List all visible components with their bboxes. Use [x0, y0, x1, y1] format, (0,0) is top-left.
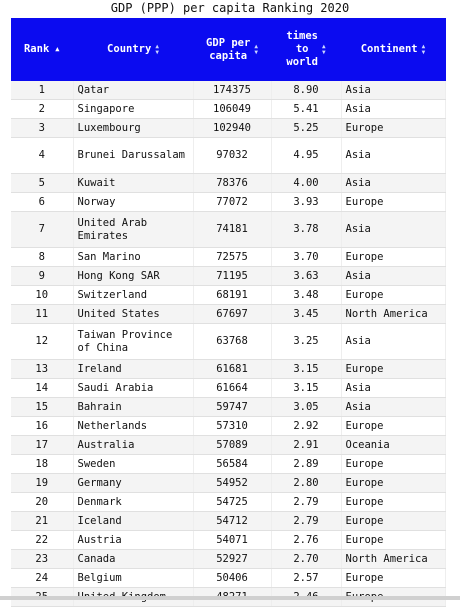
table-body — [11, 81, 445, 607]
times-cell: 5.41 — [271, 100, 341, 119]
sort-arrows-icon[interactable]: ▲ ▼ — [421, 42, 426, 56]
times-cell: 3.78 — [271, 212, 341, 248]
header-row — [11, 18, 445, 81]
times-cell: 3.48 — [271, 286, 341, 305]
continent-cell: Asia — [341, 398, 445, 417]
times-cell: 3.63 — [271, 267, 341, 286]
times-cell: 3.15 — [271, 379, 341, 398]
country-cell: Iceland — [73, 512, 193, 531]
ranking-table — [11, 18, 446, 607]
rank-cell: 16 — [11, 417, 73, 436]
rank-cell: 6 — [11, 193, 73, 212]
times-cell: 2.57 — [271, 569, 341, 588]
rank-cell: 23 — [11, 550, 73, 569]
table-row — [11, 248, 445, 267]
table-row — [11, 119, 445, 138]
country-cell: Saudi Arabia — [73, 379, 193, 398]
table-row — [11, 512, 445, 531]
rank-cell: 1 — [11, 81, 73, 100]
gdp-cell: 56584 — [193, 455, 271, 474]
table-row — [11, 417, 445, 436]
table-row — [11, 305, 445, 324]
gdp-cell: 59747 — [193, 398, 271, 417]
times-cell: 3.05 — [271, 398, 341, 417]
country-cell: Bahrain — [73, 398, 193, 417]
column-header-label: GDP per capita — [206, 36, 251, 62]
table-row — [11, 212, 445, 248]
continent-cell: Asia — [341, 138, 445, 174]
continent-cell: Europe — [341, 493, 445, 512]
country-cell: San Marino — [73, 248, 193, 267]
continent-cell: Asia — [341, 267, 445, 286]
times-cell: 2.79 — [271, 493, 341, 512]
continent-cell: Europe — [341, 531, 445, 550]
table-row — [11, 531, 445, 550]
rank-cell: 7 — [11, 212, 73, 248]
table-row — [11, 379, 445, 398]
rank-cell: 22 — [11, 531, 73, 550]
table-row — [11, 286, 445, 305]
country-cell: Ireland — [73, 360, 193, 379]
table-row — [11, 174, 445, 193]
sort-arrows-icon[interactable]: ▲ ▼ — [254, 42, 258, 56]
gdp-cell: 72575 — [193, 248, 271, 267]
rank-cell: 21 — [11, 512, 73, 531]
country-cell: Taiwan Province of China — [73, 324, 193, 360]
gdp-cell: 102940 — [193, 119, 271, 138]
country-cell: United Arab Emirates — [73, 212, 193, 248]
continent-cell: Europe — [341, 474, 445, 493]
continent-cell: North America — [341, 305, 445, 324]
column-header-country[interactable] — [73, 18, 193, 81]
rank-cell: 24 — [11, 569, 73, 588]
rank-cell: 14 — [11, 379, 73, 398]
gdp-cell: 78376 — [193, 174, 271, 193]
rank-cell: 18 — [11, 455, 73, 474]
times-cell: 3.93 — [271, 193, 341, 212]
sort-ascending-icon[interactable]: ▲ — [55, 45, 60, 53]
table-row — [11, 193, 445, 212]
column-header-label: times to world — [286, 30, 318, 68]
country-cell: Kuwait — [73, 174, 193, 193]
continent-cell: Europe — [341, 512, 445, 531]
country-cell: Brunei Darussalam — [73, 138, 193, 174]
column-header-gdp[interactable] — [193, 18, 271, 81]
continent-cell: Europe — [341, 455, 445, 474]
gdp-cell: 54725 — [193, 493, 271, 512]
rank-cell: 10 — [11, 286, 73, 305]
table-row — [11, 474, 445, 493]
gdp-cell: 97032 — [193, 138, 271, 174]
times-cell: 2.76 — [271, 531, 341, 550]
times-cell: 3.15 — [271, 360, 341, 379]
table-row — [11, 493, 445, 512]
continent-cell: Asia — [341, 379, 445, 398]
continent-cell: Europe — [341, 286, 445, 305]
rank-cell: 9 — [11, 267, 73, 286]
continent-cell: Europe — [341, 193, 445, 212]
continent-cell: Asia — [341, 324, 445, 360]
rank-cell: 8 — [11, 248, 73, 267]
continent-cell: North America — [341, 550, 445, 569]
rank-cell: 4 — [11, 138, 73, 174]
gdp-cell: 57089 — [193, 436, 271, 455]
country-cell: Netherlands — [73, 417, 193, 436]
column-header-label: Country — [107, 43, 152, 55]
continent-cell: Oceania — [341, 436, 445, 455]
country-cell: Hong Kong SAR — [73, 267, 193, 286]
country-cell: Qatar — [73, 81, 193, 100]
column-header-rank[interactable] — [11, 18, 73, 81]
country-cell: Luxembourg — [73, 119, 193, 138]
gdp-cell: 71195 — [193, 267, 271, 286]
table-row — [11, 398, 445, 417]
table-row — [11, 324, 445, 360]
sort-arrows-icon[interactable]: ▲ ▼ — [321, 42, 326, 56]
country-cell: Switzerland — [73, 286, 193, 305]
column-header-label: Continent — [360, 43, 418, 55]
table-row — [11, 100, 445, 119]
times-cell: 8.90 — [271, 81, 341, 100]
rank-cell: 19 — [11, 474, 73, 493]
times-cell: 2.80 — [271, 474, 341, 493]
rank-cell: 15 — [11, 398, 73, 417]
country-cell: Singapore — [73, 100, 193, 119]
times-cell: 3.70 — [271, 248, 341, 267]
times-cell: 4.95 — [271, 138, 341, 174]
column-header-label: Rank — [23, 43, 50, 55]
gdp-cell: 63768 — [193, 324, 271, 360]
rank-cell: 20 — [11, 493, 73, 512]
times-cell: 2.79 — [271, 512, 341, 531]
continent-cell: Europe — [341, 119, 445, 138]
continent-cell: Asia — [341, 100, 445, 119]
gdp-cell: 61681 — [193, 360, 271, 379]
continent-cell: Europe — [341, 248, 445, 267]
table-row — [11, 436, 445, 455]
times-cell: 5.25 — [271, 119, 341, 138]
country-cell: Norway — [73, 193, 193, 212]
country-cell: Denmark — [73, 493, 193, 512]
table-row — [11, 138, 445, 174]
column-header-times[interactable] — [271, 18, 341, 81]
table-row — [11, 569, 445, 588]
sort-arrows-icon[interactable]: ▲ ▼ — [155, 42, 159, 56]
gdp-cell: 74181 — [193, 212, 271, 248]
continent-cell: Europe — [341, 417, 445, 436]
times-cell: 3.25 — [271, 324, 341, 360]
gdp-cell: 174375 — [193, 81, 271, 100]
rank-cell: 13 — [11, 360, 73, 379]
country-cell: Germany — [73, 474, 193, 493]
times-cell: 2.89 — [271, 455, 341, 474]
country-cell: Sweden — [73, 455, 193, 474]
times-cell: 2.70 — [271, 550, 341, 569]
horizontal-scrollbar[interactable] — [0, 596, 460, 600]
gdp-cell: 77072 — [193, 193, 271, 212]
country-cell: Canada — [73, 550, 193, 569]
gdp-cell: 54071 — [193, 531, 271, 550]
gdp-cell: 50406 — [193, 569, 271, 588]
rank-cell: 2 — [11, 100, 73, 119]
gdp-cell: 61664 — [193, 379, 271, 398]
continent-cell: Europe — [341, 569, 445, 588]
gdp-cell: 54712 — [193, 512, 271, 531]
times-cell: 4.00 — [271, 174, 341, 193]
rank-cell: 3 — [11, 119, 73, 138]
rank-cell: 12 — [11, 324, 73, 360]
continent-cell: Asia — [341, 81, 445, 100]
gdp-cell: 106049 — [193, 100, 271, 119]
gdp-cell: 52927 — [193, 550, 271, 569]
continent-cell: Asia — [341, 212, 445, 248]
country-cell: United States — [73, 305, 193, 324]
table-row — [11, 455, 445, 474]
rank-cell: 5 — [11, 174, 73, 193]
table-caption: GDP (PPP) per capita Ranking 2020 — [110, 1, 350, 15]
times-cell: 2.91 — [271, 436, 341, 455]
times-cell: 2.92 — [271, 417, 341, 436]
column-header-continent[interactable] — [341, 18, 445, 81]
table-row — [11, 360, 445, 379]
gdp-cell: 54952 — [193, 474, 271, 493]
times-cell: 3.45 — [271, 305, 341, 324]
country-cell: Austria — [73, 531, 193, 550]
table-row — [11, 550, 445, 569]
country-cell: Belgium — [73, 569, 193, 588]
table-row — [11, 267, 445, 286]
rank-cell: 11 — [11, 305, 73, 324]
continent-cell: Asia — [341, 174, 445, 193]
table-row — [11, 81, 445, 100]
gdp-cell: 57310 — [193, 417, 271, 436]
gdp-cell: 68191 — [193, 286, 271, 305]
gdp-cell: 67697 — [193, 305, 271, 324]
country-cell: Australia — [73, 436, 193, 455]
continent-cell: Europe — [341, 360, 445, 379]
rank-cell: 17 — [11, 436, 73, 455]
